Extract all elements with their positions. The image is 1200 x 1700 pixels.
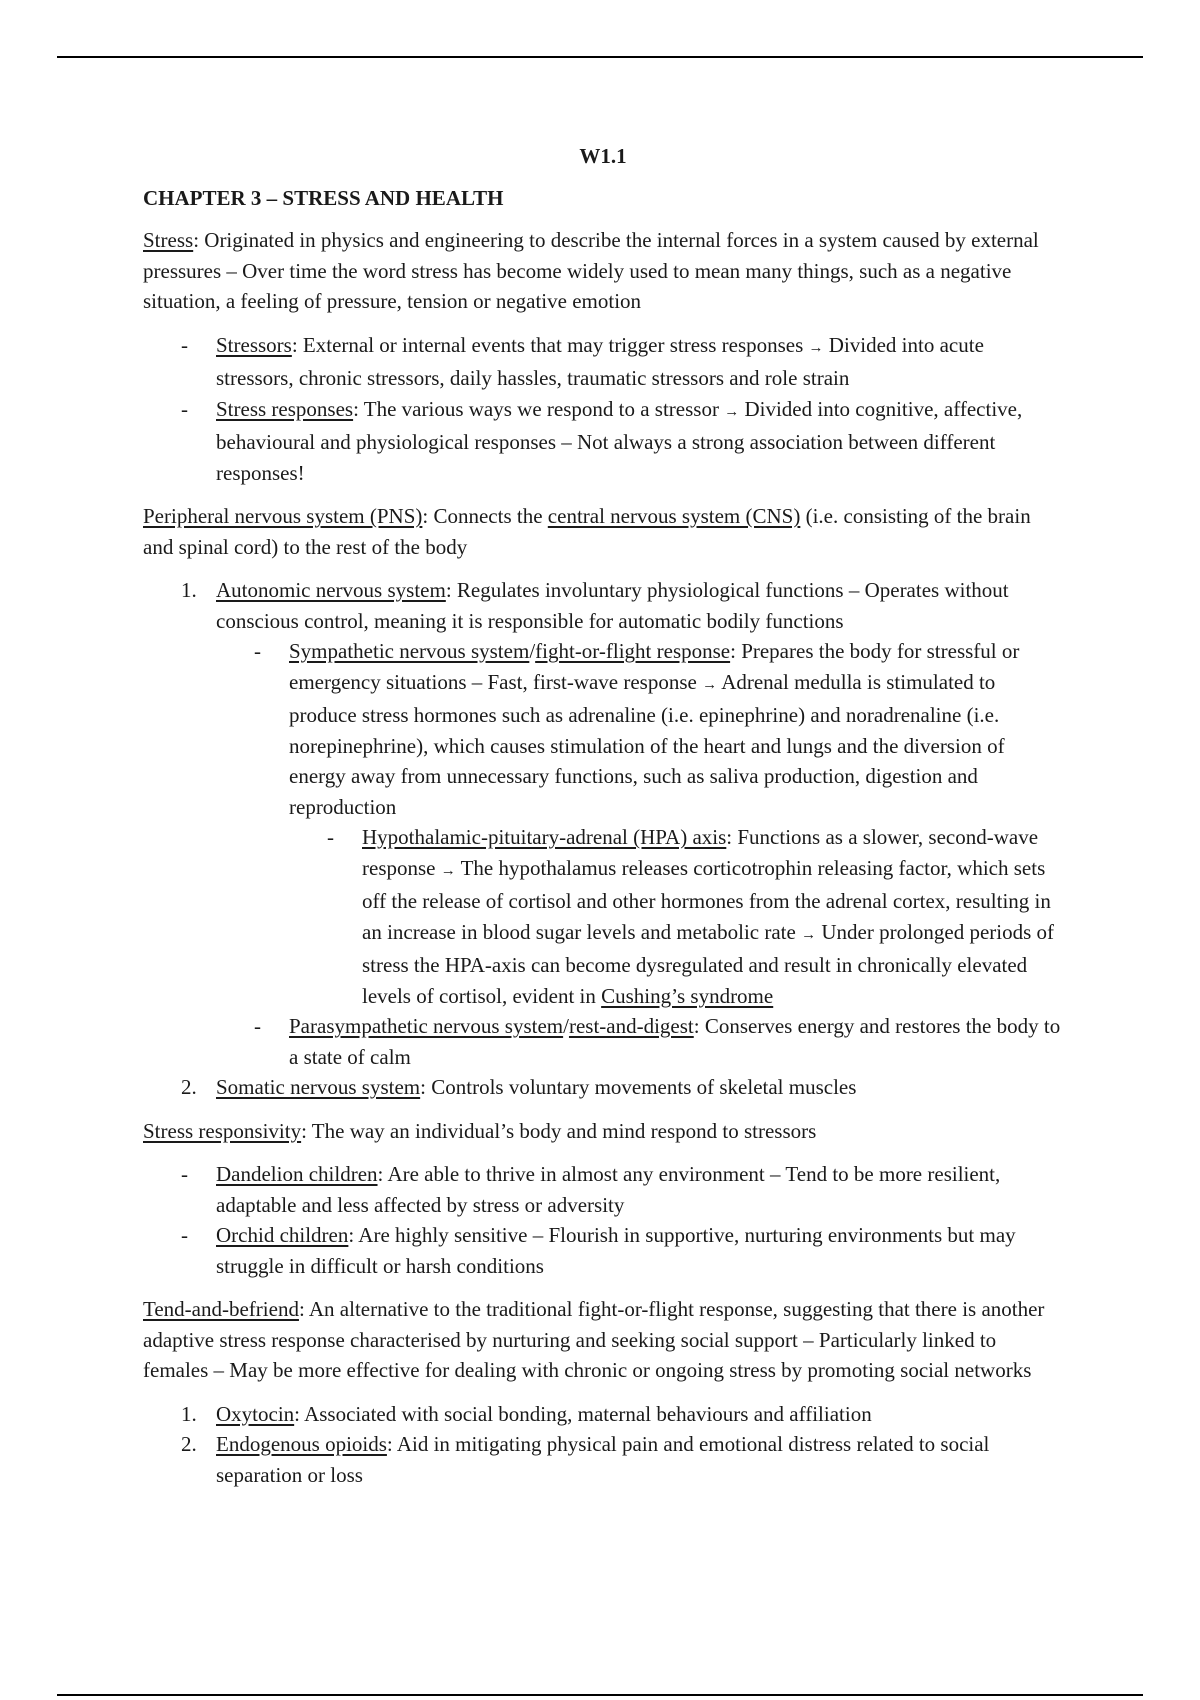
list-item: - Orchid children: Are highly sensitive – Flourish in supportive, nurturing environments but may struggle in difficult or harsh conditions <box>143 1220 1063 1281</box>
number-marker: 2. <box>181 1075 197 1099</box>
term-rest-and-digest: rest-and-digest <box>568 1014 694 1038</box>
term-cns: central nervous system (CNS) <box>547 504 801 528</box>
children-list <box>143 1159 1063 1281</box>
term-hpa-axis: Hypothalamic-pituitary-adrenal (HPA) axis <box>362 825 727 849</box>
number-marker: 1. <box>181 1401 197 1426</box>
document-body <box>143 141 1063 1503</box>
list-item-parasympathetic: - Parasympathetic nervous system/rest-and-digest: Conserves energy and restores the body to a state of calm <box>143 1011 1063 1072</box>
list-item: - Dandelion children: Are able to thrive in almost any environment – Tend to be more resilient, adaptable and less affected by stress or adversity <box>143 1159 1063 1220</box>
list-item-somatic: 2. Somatic nervous system: Controls voluntary movements of skeletal muscles <box>143 1072 1063 1103</box>
bullet-marker: - <box>181 332 188 357</box>
arrow-icon: → <box>808 339 824 356</box>
bullet-marker: - <box>254 639 261 663</box>
number-marker: 2. <box>181 1432 197 1456</box>
term-responsivity: Stress responsivity <box>143 1118 302 1143</box>
term-stress: Stress <box>143 228 194 252</box>
term-oxytocin: Oxytocin <box>216 1401 295 1426</box>
pns-definition: Peripheral nervous system (PNS): Connects the central nervous system (CNS) (i.e. consisting of the brain and spinal cord) to the rest of the body <box>143 504 1031 559</box>
term-fight-or-flight: fight-or-flight response <box>535 639 731 663</box>
term-tend-and-befriend: Tend-and-befriend <box>143 1297 299 1321</box>
stress-list <box>143 330 1063 489</box>
term-sympathetic: Sympathetic nervous system <box>289 639 530 663</box>
bullet-marker: - <box>254 1014 261 1038</box>
responsivity-definition: Stress responsivity: The way an individual’s body and mind respond to stressors <box>143 1118 817 1143</box>
stress-definition: Stress: Originated in physics and engineering to describe the internal forces in a system caused by external pressures – Over time the word stress has become widely used to mean many things, such as a negative situation, a feeling of pressure, tension or negative emotion <box>143 228 1039 313</box>
term-parasympathetic: Parasympathetic nervous system <box>289 1014 564 1038</box>
term-stressors: Stressors <box>216 332 292 357</box>
list-item: 2. Endogenous opioids: Aid in mitigating physical pain and emotional distress related to social separation or loss <box>143 1429 1063 1490</box>
term-dandelion: Dandelion children <box>216 1162 378 1186</box>
tend-list <box>143 1399 1063 1491</box>
bullet-marker: - <box>181 1162 188 1186</box>
term-cushings: Cushing’s syndrome <box>601 983 774 1008</box>
term-autonomic: Autonomic nervous system <box>216 578 446 602</box>
term-somatic: Somatic nervous system <box>216 1075 421 1099</box>
arrow-icon: → <box>801 926 817 943</box>
list-item: - Stressors: External or internal events that may trigger stress responses → Divided into acute stressors, chronic stressors, daily hassles, traumatic stressors and role strain <box>143 330 1063 394</box>
arrow-icon: → <box>724 403 740 420</box>
arrow-icon: → <box>440 862 456 879</box>
term-stress-responses: Stress responses <box>216 396 354 421</box>
list-item-sympathetic: - Sympathetic nervous system/fight-or-flight response: Prepares the body for stressful or emergency situations – Fast, first-wave response → Adrenal medulla is stimulated to produce stress hormones such as adrenaline (i.e. epinephrine) and noradrenaline (i.e. norepinephrine), which causes stimulation of the heart and lungs and the diversion of energy away from unnecessary functions, such as saliva production, digestion and reproduction <box>143 636 1063 822</box>
chapter-title: CHAPTER 3 – STRESS AND HEALTH <box>143 185 504 210</box>
header-rule <box>57 56 1143 58</box>
list-item: 1. Oxytocin: Associated with social bonding, maternal behaviours and affiliation <box>143 1399 1063 1430</box>
term-orchid: Orchid children <box>216 1223 349 1247</box>
nervous-system-list <box>143 575 1063 1103</box>
bullet-marker: - <box>327 825 334 849</box>
list-item-autonomic: 1. Autonomic nervous system: Regulates involuntary physiological functions – Operates without conscious control, meaning it is responsible for automatic bodily functions <box>143 575 1063 636</box>
list-item: - Stress responses: The various ways we respond to a stressor → Divided into cognitive, affective, behavioural and physiological responses – Not always a strong association between different responses! <box>143 394 1063 489</box>
term-endogenous-opioids: Endogenous opioids <box>216 1432 387 1456</box>
bullet-marker: - <box>181 396 188 421</box>
week-title: W1.1 <box>579 144 627 168</box>
footer-rule <box>57 1694 1143 1696</box>
term-pns: Peripheral nervous system (PNS) <box>143 504 423 528</box>
arrow-icon: → <box>702 676 718 693</box>
tend-definition: Tend-and-befriend: An alternative to the traditional fight-or-flight response, suggesting that there is another adaptive stress response characterised by nurturing and seeking social support – Particularly linked to females – May be more effective for dealing with chronic or ongoing stress by promoting social networks <box>143 1297 1045 1382</box>
number-marker: 1. <box>181 578 197 602</box>
list-item-hpa: - Hypothalamic-pituitary-adrenal (HPA) axis: Functions as a slower, second-wave response → The hypothalamus releases corticotrophin releasing factor, which sets off the release of cortisol and other hormones from the adrenal cortex, resulting in an increase in blood sugar levels and metabolic rate → Under prolonged periods of stress the HPA-axis can become dysregulated and result in chronically elevated levels of cortisol, evident in Cushing’s syndrome <box>143 822 1063 1011</box>
bullet-marker: - <box>181 1223 188 1247</box>
